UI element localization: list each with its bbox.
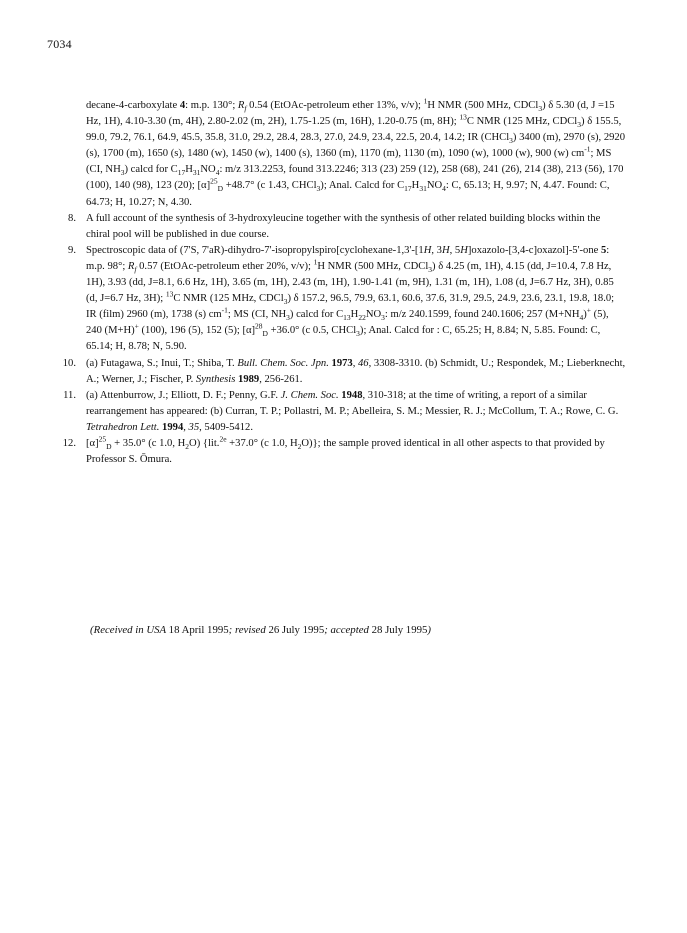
note-number: 12. xyxy=(62,437,76,449)
note-9 xyxy=(68,243,626,356)
note-text: (a) Futagawa, S.; Inui, T.; Shiba, T. Bull. Chem. Soc. Jpn. 1973, 46, 3308-3310. (b) Schmidt, U.; Respondek, M.; Lieberknecht, A.; Werner, J.; Fischer, P. Synthesis 1989, 256-261. xyxy=(86,357,626,385)
received-date: 18 April 1995 xyxy=(168,624,229,636)
received-label: Received in USA xyxy=(93,624,166,636)
revised-label: revised xyxy=(234,624,266,636)
page-number: 7034 xyxy=(47,37,72,51)
note-text: decane-4-carboxylate 4: m.p. 130°; $R_f$ 0.54 (EtOAc-petroleum ether 13%, v/v); $^1$H NMR (500 MHz, CDCl$_3$) δ 5.30 (d, J =15 Hz, 1H), 4.10-3.30 (m, 4H), 2.80-2.02 (m, 2H), 1.75-1.25 (m, 16H), 1.20-0.75 (m, 8H); $^{13}$C NMR (125 MHz, CDCl$_3$) δ 155.5, 99.0, 79.2, 76.1, 64.9, 45.5, 35.8, 31.0, 29.2, 28.4, 28.3, 27.0, 24.9, 23.4, 22.5, 20.4, 14.2; IR (CHCl$_3$) 3400 (m), 2970 (s), 2920 (s), 1700 (m), 1650 (s), 1480 (w), 1450 (w), 1400 (s), 1360 (m), 1170 (m), 1130 (m), 1090 (w), 1000 (w), 900 (w) $cm^{-1}$; MS (CI, $NH_3$) calcd for $C_{17}H_{31}NO_4$: m/z 313.2253, found 313.2246; 313 (23) 259 (12), 258 (68), 241 (26), 214 (38), 213 (56), 170 (100), 140 (98), 123 (20); $[\alpha]^{25}_D +48.7^\circ$ (c 1.43, CHCl$_3$); Anal. Calcd for $C_{17}H_{31}NO_4$: C, 65.13; H, 9.97; N, 4.47. Found: C, 64.73; H, 10.27; N, 4.30. xyxy=(86,96,626,208)
note-number: 8. xyxy=(68,212,76,224)
received-line: (Received in USA 18 April 1995; revised 26 July 1995; accepted 28 July 1995) xyxy=(90,624,432,636)
note-12 xyxy=(62,434,626,468)
revised-date: 26 July 1995 xyxy=(268,624,325,636)
note-text: A full account of the synthesis of 3-hydroxyleucine together with the synthesis of other related building blocks within the chiral pool will be published in due course. xyxy=(86,212,601,240)
note-number: 11. xyxy=(63,389,76,401)
accepted-label: accepted xyxy=(330,624,369,636)
note-7-cont xyxy=(86,98,626,211)
note-text: Spectroscopic data of (7'S, 7'aR)-dihydro-7'-isopropylspiro[cyclohexane-1,3'-[1H, 3H, 5H]oxazolo-[3,4-c]oxazol]-5'-one 5: m.p. 98°; $R_f$ 0.57 (EtOAc-petroleum ether 20%, v/v); $^1$H NMR (500 MHz, CDCl$_3$) δ 4.25 (m, 1H), 4.15 (dd, J=10.4, 7.8 Hz, 1H), 3.93 (dd, J=8.1, 6.6 Hz, 1H), 3.65 (m, 1H), 2.43 (m, 1H), 1.90-1.41 (m, 9H), 1.31 (m, 1H), 1.08 (d, J=6.7 Hz, 3H), 0.85 (d, J=6.7 Hz, 3H); $^{13}$C NMR (125 MHz, CDCl$_3$) δ 157.2, 96.5, 79.9, 63.1, 60.6, 37.6, 31.9, 29.5, 24.9, 23.6, 23.1, 19.8, 18.0; IR (film) 2960 (m), 1738 (s) $cm^{-1}$; MS (CI, $NH_3$) calcd for $C_{13}H_{22}NO_3$: m/z 240.1599, found 240.1606; 257 $(M+NH_4)^+$ (5), 240 (M+H)+ (100), 196 (5), 152 (5); $[\alpha]^{28}_D +36.0^\circ$ (c 0.5, CHCl$_3$); Anal. Calcd for : C, 65.25; H, 8.84; N, 5.85. Found: C, 65.14; H, 8.78; N, 5.90. xyxy=(86,244,615,353)
note-number: 10. xyxy=(62,357,76,369)
note-number: 9. xyxy=(68,244,76,256)
note-8 xyxy=(68,211,626,243)
note-text: (a) Attenburrow, J.; Elliott, D. F.; Penny, G.F. J. Chem. Soc. 1948, 310-318; at the time of writing, a report of a similar rearrangement has appeared: (b) Curran, T. P.; Pollastri, M. P.; Abelleira, S. M.; Messier, R. J.; McCollum, T. A.; Rowe, C. G. Tetrahedron Lett. 1994, 35, 5409-5412. xyxy=(86,389,619,433)
note-text: $[\alpha]^{25}_D + 35.0^\circ$ (c 1.0, $H_2O$) {lit.$^{2e}$ +37.0° (c 1.0, $H_2O$)}; the sample proved identical in all other aspects to that provided by Professor S. Ōmura. xyxy=(86,434,605,466)
notes-list xyxy=(62,96,626,468)
accepted-date: 28 July 1995 xyxy=(371,624,428,636)
note-10 xyxy=(62,356,626,388)
note-11 xyxy=(63,388,626,436)
